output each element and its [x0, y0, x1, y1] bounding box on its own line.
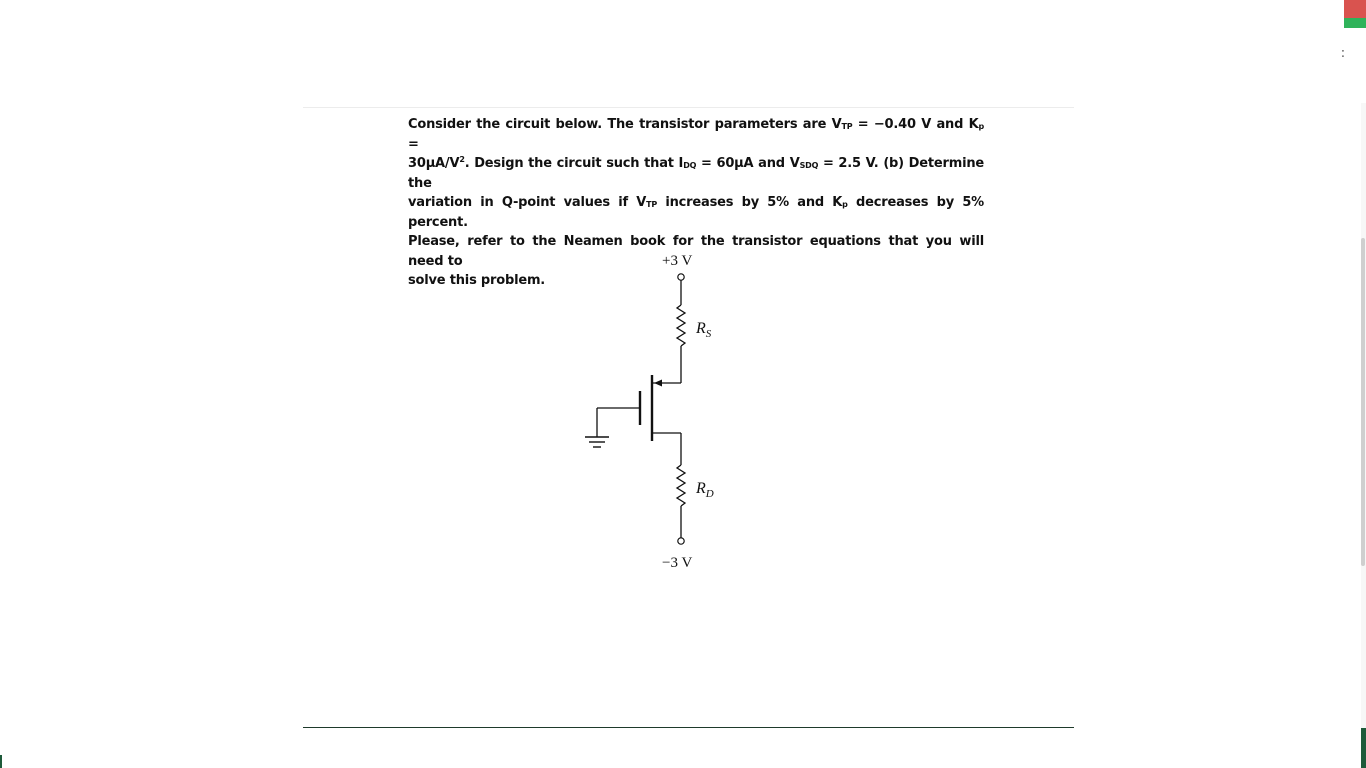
- source-arrow: [654, 380, 662, 387]
- corner-badge-red: [1344, 0, 1366, 18]
- question-line-2: $30\mu A/V^2$. Design the circuit such that $I_{DQ} = 60\mu A$ and $V_{SDQ} = 2.5$ V. (b) Determine the: [408, 155, 985, 191]
- corner-badge[interactable]: [1344, 0, 1366, 28]
- scrollbar-thumb[interactable]: [1361, 238, 1365, 566]
- ground-icon: [585, 437, 609, 447]
- left-edge-accent: [0, 755, 2, 768]
- rd-label: $R_D$: [696, 480, 714, 500]
- right-edge-accent: [1361, 728, 1366, 768]
- more-options-icon[interactable]: :: [1340, 46, 1346, 61]
- question-line-3: variation in Q-point values if $V_{TP}$ increases by 5% and $K_p$ decreases by 5% percent.: [408, 195, 984, 230]
- question-line-5: solve this problem.: [408, 273, 546, 288]
- bottom-supply-label: −3 V: [662, 555, 693, 571]
- question-line-1: Consider the circuit below. The transistor parameters are $V_{TP} = -0.40$ V and $K_p$ =: [408, 117, 984, 152]
- corner-badge-green: [1344, 18, 1366, 28]
- bottom-divider: [303, 727, 1074, 728]
- rs-label: $R_S$: [696, 320, 712, 340]
- top-supply-label: +3 V: [662, 253, 693, 269]
- bottom-terminal: [678, 538, 684, 544]
- top-divider: [303, 107, 1074, 108]
- circuit-diagram: [560, 245, 800, 585]
- question-line-4: Please, refer to the Neamen book for the transistor equations that you will need to: [408, 234, 984, 269]
- top-terminal: [678, 274, 684, 280]
- rd-resistor: [677, 465, 685, 506]
- rs-resistor: [677, 305, 685, 346]
